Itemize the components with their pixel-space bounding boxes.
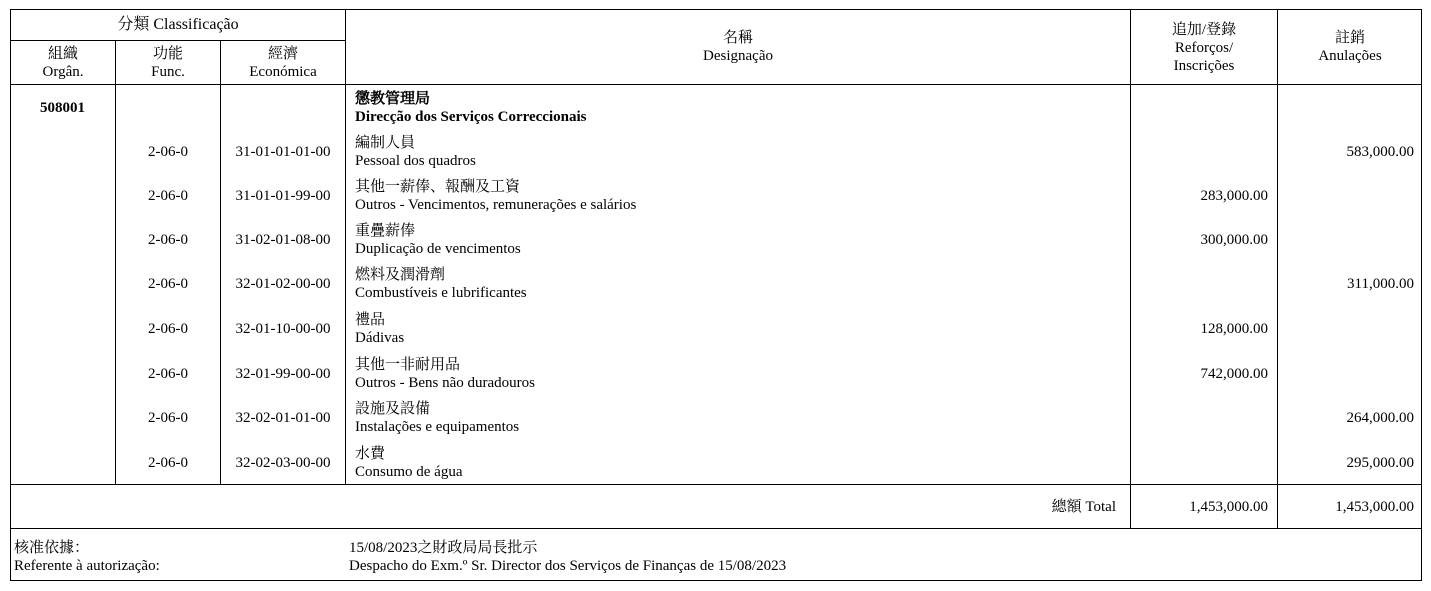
econ-header-zh: 經濟 [267, 46, 298, 62]
entity-name [355, 90, 586, 126]
cancellation-value: 583,000.00 [1346, 144, 1414, 160]
func-header [116, 45, 220, 81]
func-header-zh: 功能 [152, 46, 183, 62]
organ-header-pt: Orgân. [42, 64, 84, 80]
cancellation-value: 264,000.00 [1346, 410, 1414, 426]
row-name-pt: Combustíveis e lubrificantes [355, 285, 527, 301]
authorization-label [14, 539, 160, 575]
econ-code: 32-01-10-00-00 [235, 321, 331, 337]
entity-name-zh: 懲教管理局 [355, 91, 431, 107]
total-reinforcement: 1,453,000.00 [1189, 499, 1268, 515]
cancellation-value: 311,000.00 [1347, 276, 1414, 292]
econ-code: 32-01-99-00-00 [235, 366, 331, 382]
authorization-text [349, 539, 786, 575]
func-header-pt: Func. [151, 64, 185, 80]
row-name-pt: Instalações e equipamentos [355, 419, 520, 435]
cancellation-header [1278, 29, 1422, 65]
organ-code: 508001 [40, 100, 85, 116]
econ-header [221, 45, 345, 81]
econ-header-pt: Económica [249, 64, 317, 80]
cancellation-header-pt: Anulações [1318, 48, 1382, 64]
organ-header [11, 45, 115, 81]
row-name-pt: Pessoal dos quadros [355, 153, 476, 169]
table-row [11, 311, 1422, 355]
econ-code: 32-02-01-01-00 [235, 410, 331, 426]
econ-code: 31-02-01-08-00 [235, 232, 331, 248]
header-bottom-line [11, 84, 1422, 85]
reinforcement-header-zh: 追加/登錄 [1171, 22, 1237, 38]
table-row [11, 222, 1422, 266]
row-name-pt: Consumo de água [355, 464, 463, 480]
total-bottom-line [11, 528, 1422, 529]
econ-code: 32-01-02-00-00 [235, 276, 331, 292]
row-name-pt: Dádivas [355, 330, 405, 346]
designation-header-zh: 名稱 [722, 30, 753, 46]
cancellation-header-zh: 註銷 [1334, 30, 1365, 46]
cancellation-value: 295,000.00 [1346, 455, 1414, 471]
total-cancellation: 1,453,000.00 [1335, 499, 1414, 515]
econ-code: 31-01-01-99-00 [235, 188, 331, 204]
row-name-zh: 其他一薪俸、報酬及工資 [355, 179, 521, 195]
func-code: 2-06-0 [148, 410, 188, 426]
row-name-pt: Outros - Bens não duradouros [355, 375, 535, 391]
organ-header-zh: 組織 [47, 46, 78, 62]
row-name-zh: 其他一非耐用品 [355, 357, 461, 373]
authorization-label-zh: 核准依據： [14, 540, 90, 556]
func-code: 2-06-0 [148, 144, 188, 160]
func-code: 2-06-0 [148, 232, 188, 248]
func-code: 2-06-0 [148, 366, 188, 382]
row-name-zh: 重疊薪俸 [355, 223, 416, 239]
total-label: 總額 Total [1051, 499, 1116, 515]
reinforcement-value: 300,000.00 [1200, 232, 1268, 248]
row-name-pt: Duplicação de vencimentos [355, 241, 521, 257]
reinforcement-value: 742,000.00 [1200, 366, 1268, 382]
func-code: 2-06-0 [148, 188, 188, 204]
row-name-zh: 水費 [355, 446, 386, 462]
reinforcement-value: 128,000.00 [1200, 321, 1268, 337]
reinforcement-header [1131, 21, 1277, 75]
func-code: 2-06-0 [148, 276, 188, 292]
body-bottom-line [11, 484, 1422, 485]
authorization-label-pt: Referente à autorização: [14, 558, 160, 574]
table-row [11, 266, 1422, 310]
econ-code: 31-01-01-01-00 [235, 144, 331, 160]
func-code: 2-06-0 [148, 455, 188, 471]
row-name-zh: 設施及設備 [355, 401, 431, 417]
designation-header [346, 29, 1130, 65]
reinforcement-header-pt2: Inscrições [1173, 58, 1235, 74]
row-name-zh: 禮品 [355, 312, 386, 328]
table-row [11, 400, 1422, 444]
reinforcement-value: 283,000.00 [1200, 188, 1268, 204]
authorization-text-pt: Despacho do Exm.º Sr. Director dos Serviços de Finanças de 15/08/2023 [349, 558, 787, 574]
authorization-text-zh: 15/08/2023之財政局局長批示 [349, 540, 538, 556]
row-name-pt: Outros - Vencimentos, remunerações e salários [355, 197, 637, 213]
header-subdivider [11, 40, 346, 41]
row-name-zh: 燃料及潤滑劑 [355, 267, 446, 283]
table-row [11, 134, 1422, 178]
classification-header: 分類 Classificação [117, 16, 239, 33]
reinforcement-header-pt1: Reforços/ [1174, 40, 1234, 56]
table-row [11, 445, 1422, 484]
designation-header-pt: Designação [703, 48, 773, 64]
table-row [11, 178, 1422, 222]
table-row [11, 356, 1422, 400]
func-code: 2-06-0 [148, 321, 188, 337]
econ-code: 32-02-03-00-00 [235, 455, 331, 471]
entity-name-pt: Direcção dos Serviços Correccionais [355, 109, 587, 125]
row-name-zh: 編制人員 [355, 135, 416, 151]
